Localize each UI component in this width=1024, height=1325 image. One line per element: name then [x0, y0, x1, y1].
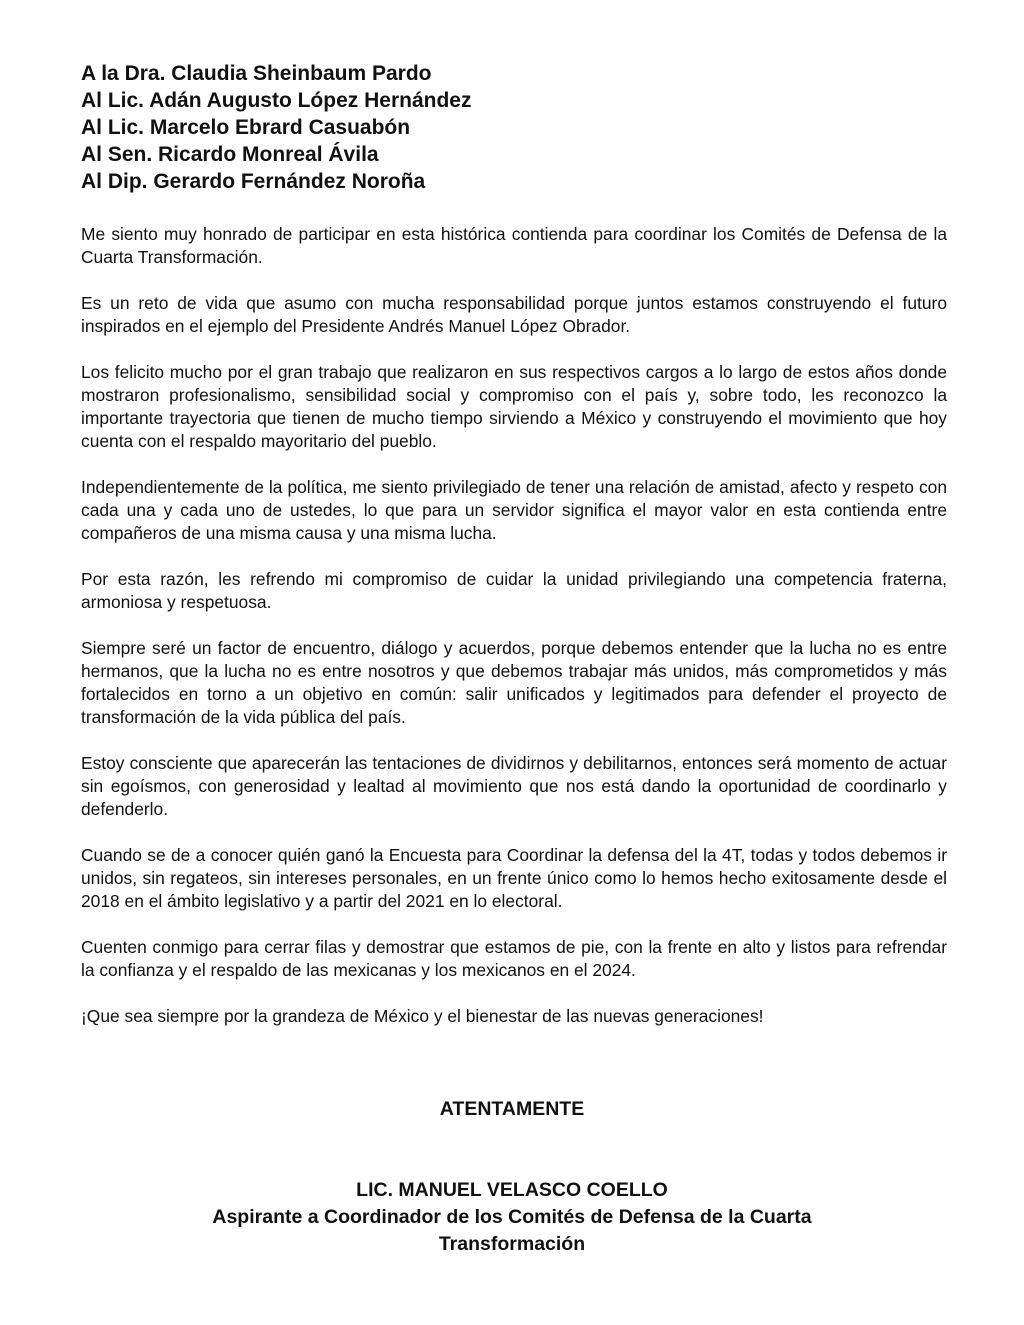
- paragraph: Cuando se de a conocer quién ganó la Encuesta para Coordinar la defensa del la 4T, todas y todos debemos ir unidos, sin regateos, sin intereses personales, en un frente único como lo hemos hecho exitosamente desde el 2018 en el ámbito legislativo y a partir del 2021 en lo electoral.: [81, 845, 947, 911]
- paragraph: Siempre seré un factor de encuentro, diálogo y acuerdos, porque debemos entender que la lucha no es entre hermanos, que la lucha no es entre nosotros y que debemos trabajar más unidos, más comprometidos y más fortalecidos en torno a un objetivo en común: salir unificados y legitimados para defender el proyecto de transformación de la vida pública del país.: [81, 638, 947, 727]
- paragraph: Es un reto de vida que asumo con mucha responsabilidad porque juntos estamos construyendo el futuro inspirados en el ejemplo del Presidente Andrés Manuel López Obrador.: [81, 293, 947, 336]
- paragraph: Los felicito mucho por el gran trabajo que realizaron en sus respectivos cargos a lo largo de estos años donde mostraron profesionalismo, sensibilidad social y compromiso con el país y, sobre todo, les reconozco la importante trayectoria que tienen de mucho tiempo sirviendo a México y construyendo el movimiento que hoy cuenta con el respaldo mayoritario del pueblo.: [81, 362, 947, 451]
- closing-sentence: ¡Que sea siempre por la grandeza de México y el bienestar de las nuevas generaciones!: [81, 1006, 764, 1026]
- signer-name: LIC. MANUEL VELASCO COELLO: [356, 1179, 668, 1201]
- paragraph: Independientemente de la política, me siento privilegiado de tener una relación de amistad, afecto y respeto con cada una y cada uno de ustedes, lo que para un servidor significa el mayor valor en esta contienda entre compañeros de una misma causa y una misma lucha.: [81, 477, 947, 543]
- paragraph: Estoy consciente que aparecerán las tentaciones de dividirnos y debilitarnos, entonces será momento de actuar sin egoísmos, con generosidad y lealtad al movimiento que nos está dando la oportunidad de coordinarlo y defenderlo.: [81, 753, 947, 819]
- addressee-line: Al Lic. Marcelo Ebrard Casuabón: [81, 116, 411, 139]
- signature-block: [0, 1177, 1024, 1258]
- addressee-line: A la Dra. Claudia Sheinbaum Pardo: [81, 62, 432, 85]
- salutation: ATENTAMENTE: [439, 1098, 585, 1120]
- paragraph: Por esta razón, les refrendo mi compromiso de cuidar la unidad privilegiando una competencia fraterna, armoniosa y respetuosa.: [81, 569, 947, 612]
- addressee-line: Al Dip. Gerardo Fernández Noroña: [81, 170, 426, 193]
- paragraph: Me siento muy honrado de participar en esta histórica contienda para coordinar los Comités de Defensa de la Cuarta Transformación.: [81, 224, 947, 267]
- signer-title-line-2: Transformación: [438, 1233, 586, 1255]
- letter-paragraphs: [81, 223, 947, 1028]
- signer-title-line-1: Aspirante a Coordinador de los Comités de Defensa de la Cuarta: [212, 1206, 812, 1228]
- addressee-line: Al Lic. Adán Augusto López Hernández: [81, 89, 472, 112]
- letter-body: [81, 60, 947, 1051]
- paragraph: Cuenten conmigo para cerrar filas y demostrar que estamos de pie, con la frente en alto y listos para refrendar la confianza y el respaldo de las mexicanas y los mexicanos en el 2024.: [81, 937, 947, 980]
- addressee-line: Al Sen. Ricardo Monreal Ávila: [81, 143, 379, 166]
- addressee-list: [81, 60, 947, 195]
